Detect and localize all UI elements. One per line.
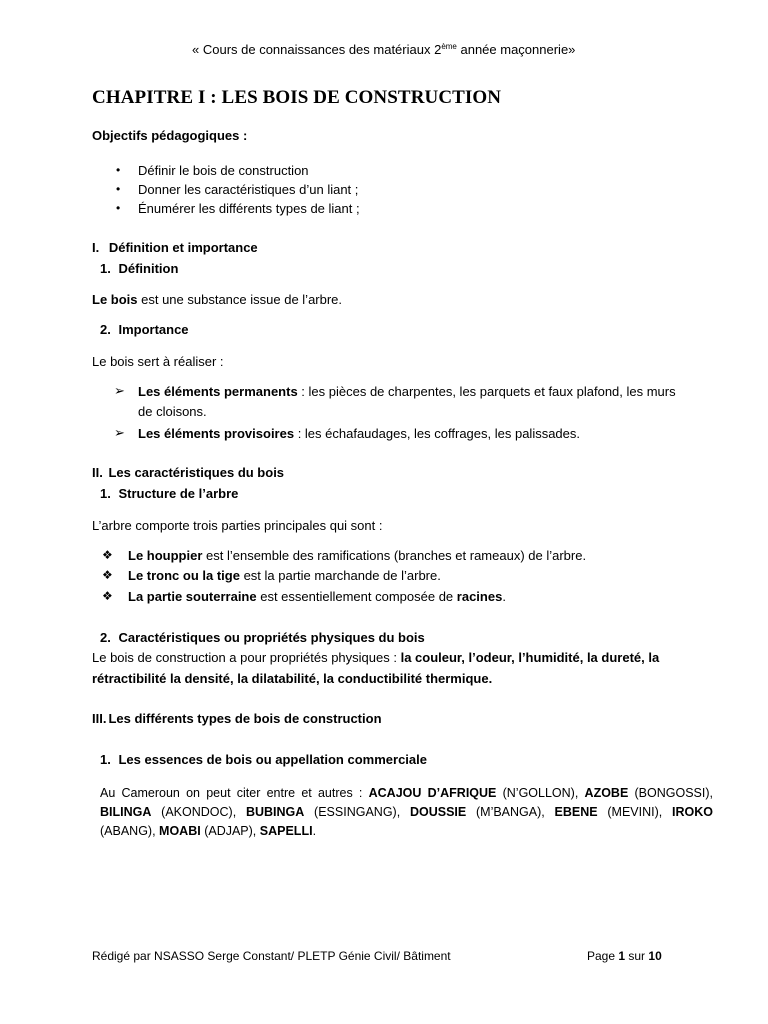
list-item [128, 548, 586, 563]
subsection-number: 1. [100, 752, 111, 767]
wood-species-text: (MEVINI), [597, 805, 672, 819]
properties-list-continuation: rétractibilité la densité, la dilatabilité, la conductibilité thermique. [92, 671, 493, 686]
bullet-icon: • [116, 182, 121, 196]
list-item-term: La partie souterraine [128, 589, 257, 604]
page-label: Page [587, 949, 619, 963]
list-item-text: est essentiellement composée de [256, 589, 457, 604]
list-item-term: Le houppier [128, 548, 203, 563]
footer-author: Rédigé par NSASSO Serge Constant/ PLETP Génie Civil/ Bâtiment [92, 949, 451, 963]
arrow-bullet-icon: ➢ [114, 383, 125, 398]
wood-species-name: MOABI [159, 824, 201, 838]
paragraph: Le bois sert à réaliser : [92, 354, 224, 369]
section-title: Définition et importance [108, 240, 258, 255]
arrow-bullet-icon: ➢ [114, 425, 125, 440]
list-item [128, 589, 506, 604]
list-item-text: est la partie marchande de l’arbre. [239, 568, 441, 583]
list-item [138, 384, 676, 399]
list-item-term: Les éléments provisoires [138, 426, 295, 441]
list-item-text: : les pièces de charpentes, les parquets et faux plafond, les murs [297, 384, 676, 399]
diamond-bullet-icon: ❖ [102, 548, 113, 562]
diamond-bullet-icon: ❖ [102, 568, 113, 582]
list-item-text: . [502, 589, 506, 604]
page-sep: sur [625, 949, 649, 963]
list-item-term: Les éléments permanents [138, 384, 298, 399]
list-item-term: Le tronc ou la tige [128, 568, 240, 583]
chapter-title: CHAPITRE I : LES BOIS DE CONSTRUCTION [92, 87, 502, 108]
subsection-number: 1. [100, 486, 111, 501]
section-title: Les différents types de bois de construction [108, 711, 382, 726]
properties-paragraph [92, 650, 659, 665]
paragraph: L’arbre comporte trois parties principales qui sont : [92, 518, 383, 533]
subsection-title: Caractéristiques ou propriétés physiques du bois [118, 630, 425, 645]
subsection-title: Structure de l’arbre [118, 486, 239, 501]
subsection-number: 1. [100, 261, 111, 276]
subsection-number: 2. [100, 630, 111, 645]
total-pages: 10 [648, 949, 662, 963]
objectives-heading: Objectifs pédagogiques : [92, 128, 248, 143]
footer-page-number [587, 949, 662, 963]
list-item [138, 426, 580, 441]
wood-species-text: (BONGOSSI), [628, 786, 713, 800]
wood-species-name: IROKO [672, 805, 713, 819]
list-item-text: : les échafaudages, les coffrages, les palissades. [294, 426, 581, 441]
definition-paragraph [92, 292, 342, 307]
wood-species-text: (ESSINGANG), [304, 805, 410, 819]
section-heading [92, 465, 284, 480]
bullet-icon: • [116, 201, 121, 215]
wood-species-text: (N’GOLLON), [496, 786, 585, 800]
list-item-text: est l’ensemble des ramifications (branches et rameaux) de l’arbre. [202, 548, 587, 563]
wood-species-text: (AKONDOC), [151, 805, 246, 819]
section-title: Les caractéristiques du bois [108, 465, 285, 480]
section-heading [92, 240, 258, 255]
wood-species-name: BUBINGA [245, 805, 305, 819]
current-page: 1 [618, 949, 626, 963]
properties-list: la couleur, l’odeur, l’humidité, la dureté, la [400, 650, 660, 665]
subsection-heading [100, 322, 189, 337]
subsection-title: Importance [118, 322, 189, 337]
definition-term: Le bois [92, 292, 138, 307]
objective-item: Énumérer les différents types de liant ; [138, 201, 360, 216]
section-number: II. [92, 465, 103, 480]
header-superscript: ème [441, 42, 457, 51]
subsection-title: Les essences de bois ou appellation commerciale [118, 752, 427, 767]
subsection-heading [100, 630, 425, 645]
wood-species-text: . [312, 824, 317, 838]
subsection-heading [100, 486, 238, 501]
objective-item: Donner les caractéristiques d’un liant ; [138, 182, 359, 197]
section-heading [92, 711, 382, 726]
wood-species-text: Au Cameroun on peut citer entre et autres : [100, 786, 369, 800]
page-header [192, 42, 575, 57]
header-text-end: année maçonnerie» [456, 42, 576, 57]
header-text: « Cours de connaissances des matériaux 2 [192, 42, 442, 57]
wood-species-name: EBENE [554, 805, 598, 819]
subsection-title: Définition [118, 261, 179, 276]
diamond-bullet-icon: ❖ [102, 589, 113, 603]
bullet-icon: • [116, 163, 121, 177]
wood-species-name: ACAJOU D’AFRIQUE [368, 786, 497, 800]
wood-species-name: DOUSSIE [409, 805, 467, 819]
wood-species-paragraph [100, 784, 713, 841]
wood-species-name: AZOBE [584, 786, 629, 800]
wood-species-name: BILINGA [100, 805, 152, 819]
section-number: III. [92, 711, 107, 726]
wood-species-text: (ADJAP), [200, 824, 260, 838]
definition-text: est une substance issue de l’arbre. [137, 292, 343, 307]
wood-species-text: (ABANG), [100, 824, 160, 838]
objective-item: Définir le bois de construction [138, 163, 309, 178]
section-number: I. [92, 240, 100, 255]
list-item-term: racines [456, 589, 503, 604]
list-item-continuation: de cloisons. [138, 404, 207, 419]
properties-intro: Le bois de construction a pour propriétés physiques : [92, 650, 401, 665]
wood-species-text: (M’BANGA), [466, 805, 555, 819]
wood-species-name: SAPELLI [259, 824, 313, 838]
subsection-number: 2. [100, 322, 111, 337]
subsection-heading [100, 752, 427, 767]
list-item [128, 568, 441, 583]
subsection-heading [100, 261, 178, 276]
